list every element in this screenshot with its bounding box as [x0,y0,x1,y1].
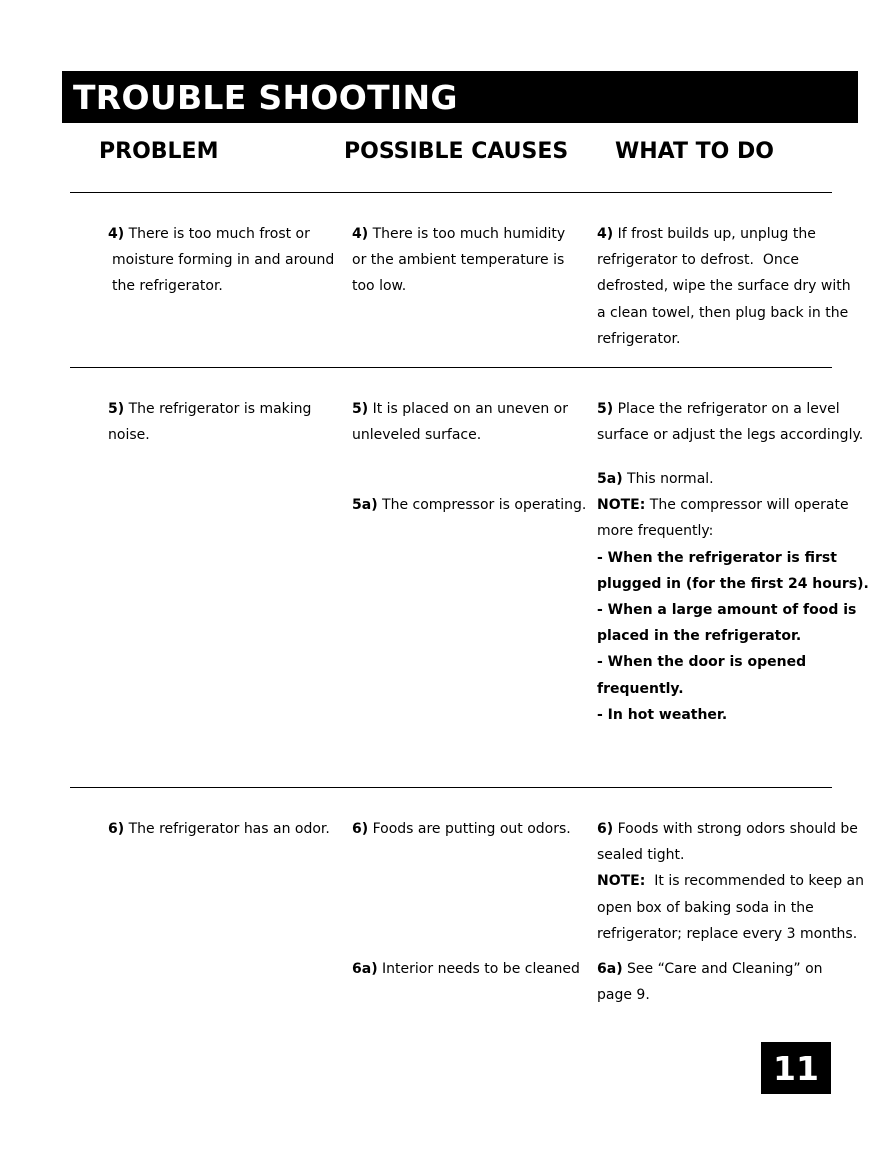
problem-5: 5) The refrigerator is making noise. [108,401,312,444]
what-to-do-6: 6) Foods with strong odors should be sealed tight. NOTE: It is recommended to keep an open box of baking soda in the refrigerator; replace every 3 months. [597,821,865,942]
header-divider [70,192,832,193]
what-to-do-6a: 6a) See “Care and Cleaning” on page 9. [597,961,823,1004]
column-header-what-to-do: WHAT TO DO [615,139,774,164]
row-divider-5 [70,787,832,788]
column-header-problem: PROBLEM [99,139,219,164]
row-divider-4 [70,367,832,368]
page-title: TROUBLE SHOOTING [73,78,458,117]
problem-4: 4) There is too much frost or moisture forming in and around the refrigerator. [108,226,335,295]
cause-5: 5) It is placed on an uneven or unleveled surface. [352,401,568,444]
cause-5a: 5a) The compressor is operating. [352,497,587,513]
what-to-do-5: 5) Place the refrigerator on a level surface or adjust the legs accordingly. [597,401,864,444]
cause-6: 6) Foods are putting out odors. [352,821,571,837]
what-to-do-5a: 5a) This normal. NOTE: The compressor will operate more frequently: - When the refrigerator is first plugged in (for the first 24 hours). - When a large amount of food is placed in the refrigerator. - When the door is opened frequently. - In hot weather. [597,471,869,723]
cause-6a: 6a) Interior needs to be cleaned [352,961,580,977]
what-to-do-4: 4) If frost builds up, unplug the refrigerator to defrost. Once defrosted, wipe the surface dry with a clean towel, then plug back in the refrigerator. [597,226,851,347]
problem-6: 6) The refrigerator has an odor. [108,821,330,837]
title-bar [62,71,858,123]
cause-4: 4) There is too much humidity or the ambient temperature is too low. [352,226,566,295]
page-number: 11 [761,1042,831,1094]
column-header-possible-causes: POSSIBLE CAUSES [344,139,569,164]
